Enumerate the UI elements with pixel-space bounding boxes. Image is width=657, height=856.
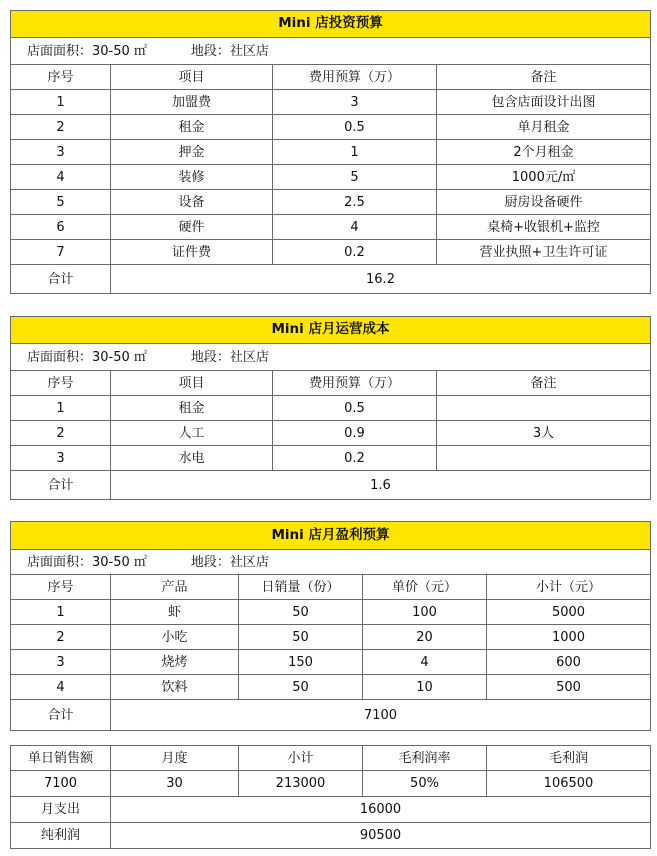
row-number: 3 xyxy=(11,650,111,675)
budget-value: 0.2 xyxy=(273,240,437,265)
header-cell: 费用预算（万） xyxy=(273,371,437,396)
summary-values-row xyxy=(11,771,651,797)
store-location: 地段：社区店 xyxy=(190,554,269,570)
subtotal: 500 xyxy=(487,675,651,700)
product-name: 虾 xyxy=(111,600,239,625)
item-name: 租金 xyxy=(111,115,273,140)
gross-margin-rate: 50% xyxy=(363,771,487,797)
remark: 3人 xyxy=(437,421,651,446)
row-number: 2 xyxy=(11,115,111,140)
daily-sales: 50 xyxy=(239,675,363,700)
item-name: 设备 xyxy=(111,190,273,215)
header-cell: 毛利润率 xyxy=(363,746,487,771)
remark: 桌椅+收银机+监控 xyxy=(437,215,651,240)
monthly-expense-row xyxy=(11,797,651,823)
unit-price: 10 xyxy=(363,675,487,700)
table-row xyxy=(11,675,651,700)
row-number: 4 xyxy=(11,165,111,190)
row-number: 4 xyxy=(11,675,111,700)
table-row xyxy=(11,140,651,165)
budget-value: 3 xyxy=(273,90,437,115)
operating-cost-title: Mini 店月运营成本 xyxy=(11,317,651,344)
header-cell: 小计 xyxy=(239,746,363,771)
row-number: 3 xyxy=(11,446,111,471)
item-name: 证件费 xyxy=(111,240,273,265)
row-number: 7 xyxy=(11,240,111,265)
budget-value: 5 xyxy=(273,165,437,190)
item-name: 加盟费 xyxy=(111,90,273,115)
header-cell: 费用预算（万） xyxy=(273,65,437,90)
gross-profit: 106500 xyxy=(487,771,651,797)
store-info xyxy=(11,550,651,575)
product-name: 烧烤 xyxy=(111,650,239,675)
summary-header-row xyxy=(11,746,651,771)
net-profit-label: 纯利润 xyxy=(11,823,111,849)
daily-sales: 50 xyxy=(239,600,363,625)
store-info xyxy=(11,344,651,371)
profit-budget-title: Mini 店月盈利预算 xyxy=(11,522,651,550)
subtotal: 600 xyxy=(487,650,651,675)
budget-value: 0.2 xyxy=(273,446,437,471)
header-cell: 月度 xyxy=(111,746,239,771)
net-profit-row xyxy=(11,823,651,849)
table-row xyxy=(11,190,651,215)
row-number: 2 xyxy=(11,625,111,650)
item-name: 水电 xyxy=(111,446,273,471)
table-row xyxy=(11,396,651,421)
header-cell: 产品 xyxy=(111,575,239,600)
store-area: 店面面积：30-50 ㎡ xyxy=(27,554,147,570)
item-name: 押金 xyxy=(111,140,273,165)
remark: 营业执照+卫生许可证 xyxy=(437,240,651,265)
daily-sales: 50 xyxy=(239,625,363,650)
profit-budget-table xyxy=(10,521,651,731)
row-number: 1 xyxy=(11,600,111,625)
header-cell: 序号 xyxy=(11,371,111,396)
header-row xyxy=(11,371,651,396)
subtotal: 5000 xyxy=(487,600,651,625)
total-label: 合计 xyxy=(11,700,111,731)
header-cell: 小计（元） xyxy=(487,575,651,600)
table-row xyxy=(11,650,651,675)
total-label: 合计 xyxy=(11,265,111,294)
header-row xyxy=(11,575,651,600)
unit-price: 4 xyxy=(363,650,487,675)
item-name: 硬件 xyxy=(111,215,273,240)
header-cell: 备注 xyxy=(437,65,651,90)
monthly-expense-value: 16000 xyxy=(111,797,651,823)
store-location: 地段：社区店 xyxy=(190,349,269,365)
total-label: 合计 xyxy=(11,471,111,500)
budget-value: 0.5 xyxy=(273,115,437,140)
remark xyxy=(437,396,651,421)
table-row xyxy=(11,115,651,140)
budget-value: 1 xyxy=(273,140,437,165)
daily-sales-amount: 7100 xyxy=(11,771,111,797)
header-row xyxy=(11,65,651,90)
header-cell: 毛利润 xyxy=(487,746,651,771)
header-cell: 备注 xyxy=(437,371,651,396)
header-cell: 单价（元） xyxy=(363,575,487,600)
budget-value: 2.5 xyxy=(273,190,437,215)
table-row xyxy=(11,240,651,265)
header-cell: 项目 xyxy=(111,371,273,396)
table-row xyxy=(11,446,651,471)
row-number: 3 xyxy=(11,140,111,165)
net-profit-value: 90500 xyxy=(111,823,651,849)
remark: 厨房设备硬件 xyxy=(437,190,651,215)
total-value: 7100 xyxy=(111,700,651,731)
table-row xyxy=(11,625,651,650)
header-cell: 单日销售额 xyxy=(11,746,111,771)
budget-value: 4 xyxy=(273,215,437,240)
row-number: 1 xyxy=(11,396,111,421)
total-row xyxy=(11,265,651,294)
monthly-expense-label: 月支出 xyxy=(11,797,111,823)
row-number: 6 xyxy=(11,215,111,240)
table-row xyxy=(11,215,651,240)
unit-price: 20 xyxy=(363,625,487,650)
table-row xyxy=(11,600,651,625)
row-number: 5 xyxy=(11,190,111,215)
remark: 包含店面设计出图 xyxy=(437,90,651,115)
item-name: 人工 xyxy=(111,421,273,446)
table-row xyxy=(11,165,651,190)
subtotal: 1000 xyxy=(487,625,651,650)
product-name: 小吃 xyxy=(111,625,239,650)
remark: 2个月租金 xyxy=(437,140,651,165)
header-cell: 日销量（份） xyxy=(239,575,363,600)
store-area: 店面面积：30-50 ㎡ xyxy=(27,349,147,365)
investment-budget-table xyxy=(10,10,651,294)
operating-cost-table xyxy=(10,316,651,500)
header-cell: 项目 xyxy=(111,65,273,90)
table-row xyxy=(11,90,651,115)
remark: 1000元/㎡ xyxy=(437,165,651,190)
investment-budget-title: Mini 店投资预算 xyxy=(11,11,651,38)
row-number: 2 xyxy=(11,421,111,446)
budget-value: 0.9 xyxy=(273,421,437,446)
total-value: 1.6 xyxy=(111,471,651,500)
remark xyxy=(437,446,651,471)
header-cell: 序号 xyxy=(11,65,111,90)
monthly-subtotal: 213000 xyxy=(239,771,363,797)
total-row xyxy=(11,700,651,731)
store-area: 店面面积：30-50 ㎡ xyxy=(27,43,147,59)
remark: 单月租金 xyxy=(437,115,651,140)
total-value: 16.2 xyxy=(111,265,651,294)
daily-sales: 150 xyxy=(239,650,363,675)
total-row xyxy=(11,471,651,500)
profit-summary-table xyxy=(10,745,651,849)
store-location: 地段：社区店 xyxy=(190,43,269,59)
table-row xyxy=(11,421,651,446)
store-info xyxy=(11,38,651,65)
unit-price: 100 xyxy=(363,600,487,625)
month-days: 30 xyxy=(111,771,239,797)
item-name: 租金 xyxy=(111,396,273,421)
row-number: 1 xyxy=(11,90,111,115)
header-cell: 序号 xyxy=(11,575,111,600)
budget-value: 0.5 xyxy=(273,396,437,421)
product-name: 饮料 xyxy=(111,675,239,700)
item-name: 装修 xyxy=(111,165,273,190)
